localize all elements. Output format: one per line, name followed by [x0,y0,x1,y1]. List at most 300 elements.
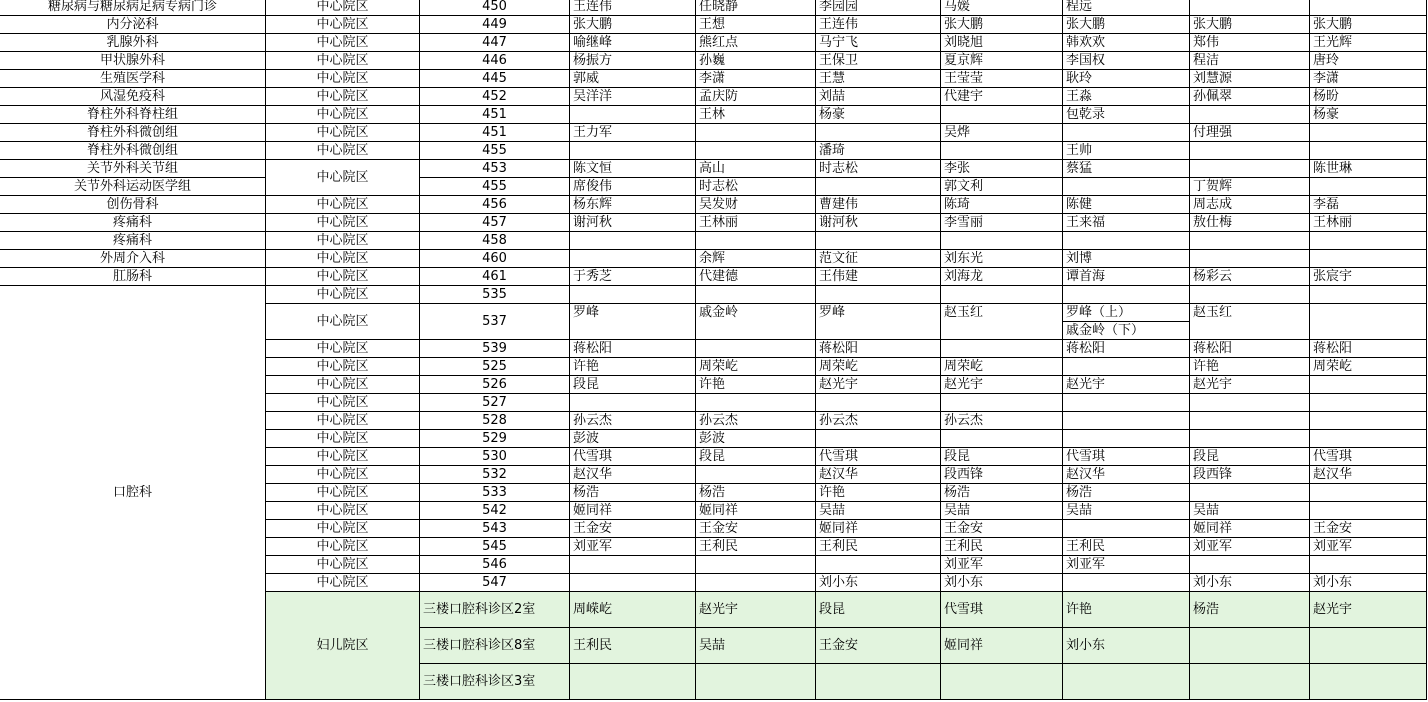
doctor-cell[interactable] [570,538,696,556]
doctor-cell[interactable] [1310,214,1427,232]
doctor-cell[interactable] [570,232,696,250]
doctor-cell[interactable] [941,304,1063,340]
doctor-cell[interactable] [1310,34,1427,52]
campus-cell[interactable] [266,484,420,502]
doctor-cell[interactable] [816,592,941,628]
doctor-cell[interactable] [1190,106,1310,124]
room-cell[interactable] [420,304,570,340]
doctor-cell[interactable] [941,394,1063,412]
doctor-cell[interactable] [570,0,696,16]
doctor-cell[interactable] [696,556,816,574]
doctor-cell[interactable] [816,250,941,268]
doctor-cell[interactable] [570,484,696,502]
room-cell[interactable] [420,232,570,250]
doctor-cell[interactable] [1310,520,1427,538]
room-cell[interactable] [420,196,570,214]
room-cell[interactable] [420,250,570,268]
doctor-cell[interactable] [1190,232,1310,250]
room-cell[interactable] [420,574,570,592]
doctor-cell[interactable] [1190,556,1310,574]
doctor-cell[interactable] [570,196,696,214]
doctor-cell[interactable] [816,70,941,88]
campus-cell[interactable] [266,214,420,232]
campus-cell[interactable] [266,304,420,340]
clinic-room-cell[interactable] [420,664,570,700]
doctor-cell[interactable] [570,124,696,142]
room-cell[interactable] [420,214,570,232]
doctor-cell[interactable] [570,340,696,358]
doctor-cell[interactable] [696,52,816,70]
doctor-cell[interactable] [1063,214,1190,232]
doctor-cell[interactable] [570,304,696,340]
doctor-cell[interactable] [570,142,696,160]
doctor-cell[interactable] [1063,484,1190,502]
doctor-cell[interactable] [570,430,696,448]
campus-cell[interactable] [266,142,420,160]
doctor-cell[interactable] [1190,538,1310,556]
doctor-cell[interactable] [696,232,816,250]
room-cell[interactable] [420,358,570,376]
room-cell[interactable] [420,124,570,142]
clinic-room-cell[interactable] [420,592,570,628]
doctor-cell[interactable] [1063,286,1190,304]
room-cell[interactable] [420,142,570,160]
doctor-cell[interactable] [1063,412,1190,430]
doctor-cell[interactable] [696,214,816,232]
room-cell[interactable] [420,0,570,16]
doctor-cell[interactable] [1190,34,1310,52]
doctor-cell[interactable] [941,556,1063,574]
room-cell[interactable] [420,412,570,430]
doctor-cell[interactable] [1190,412,1310,430]
doctor-cell[interactable] [1310,592,1427,628]
dept-cell[interactable] [0,124,266,142]
campus-cell[interactable] [266,412,420,430]
doctor-cell[interactable] [570,88,696,106]
doctor-cell[interactable] [816,394,941,412]
room-cell[interactable] [420,160,570,178]
doctor-cell[interactable] [1310,286,1427,304]
doctor-cell[interactable] [1310,574,1427,592]
doctor-cell[interactable] [570,520,696,538]
doctor-cell[interactable] [1063,376,1190,394]
doctor-cell[interactable] [1310,430,1427,448]
doctor-cell[interactable] [1063,574,1190,592]
doctor-cell[interactable] [696,484,816,502]
doctor-cell[interactable] [696,358,816,376]
doctor-cell[interactable] [696,0,816,16]
dental-dept-cell[interactable] [0,286,266,700]
doctor-cell[interactable] [941,412,1063,430]
doctor-cell[interactable] [816,0,941,16]
doctor-cell[interactable] [1063,268,1190,286]
dept-cell[interactable] [0,160,266,178]
doctor-cell[interactable] [696,16,816,34]
room-cell[interactable] [420,520,570,538]
doctor-cell[interactable] [941,160,1063,178]
doctor-cell[interactable] [816,160,941,178]
doctor-cell[interactable] [696,286,816,304]
campus-cell[interactable] [266,430,420,448]
doctor-cell[interactable] [1063,0,1190,16]
doctor-cell[interactable] [816,430,941,448]
campus-cell[interactable] [266,448,420,466]
doctor-cell[interactable] [816,376,941,394]
doctor-cell[interactable] [1190,304,1310,340]
doctor-cell[interactable] [1063,16,1190,34]
room-cell[interactable] [420,484,570,502]
doctor-cell[interactable] [816,124,941,142]
doctor-cell[interactable] [816,106,941,124]
campus-cell[interactable] [266,250,420,268]
room-cell[interactable] [420,538,570,556]
doctor-cell[interactable] [816,538,941,556]
doctor-cell[interactable] [1063,196,1190,214]
doctor-cell[interactable] [696,502,816,520]
doctor-cell[interactable] [1063,232,1190,250]
doctor-cell[interactable] [816,304,941,340]
doctor-cell[interactable] [941,340,1063,358]
doctor-cell[interactable] [570,358,696,376]
doctor-cell[interactable] [816,466,941,484]
doctor-cell[interactable] [570,160,696,178]
dept-cell[interactable] [0,70,266,88]
doctor-cell[interactable] [1190,88,1310,106]
campus-cell[interactable] [266,358,420,376]
doctor-cell[interactable] [696,664,816,700]
doctor-cell[interactable] [816,340,941,358]
doctor-cell[interactable] [941,430,1063,448]
doctor-cell[interactable] [941,448,1063,466]
doctor-cell[interactable] [941,502,1063,520]
dept-cell[interactable] [0,0,266,16]
doctor-cell[interactable] [816,178,941,196]
campus-cell[interactable] [266,52,420,70]
doctor-cell[interactable] [941,376,1063,394]
doctor-cell[interactable] [570,502,696,520]
room-cell[interactable] [420,16,570,34]
doctor-cell[interactable] [696,142,816,160]
doctor-cell[interactable] [1190,214,1310,232]
dept-cell[interactable] [0,106,266,124]
doctor-cell[interactable] [1190,142,1310,160]
doctor-cell[interactable] [941,88,1063,106]
doctor-cell[interactable] [570,16,696,34]
doctor-cell[interactable] [1063,142,1190,160]
doctor-cell[interactable] [1063,592,1190,628]
doctor-cell[interactable] [696,538,816,556]
doctor-cell[interactable] [570,556,696,574]
doctor-cell[interactable] [941,484,1063,502]
doctor-cell[interactable] [570,214,696,232]
doctor-cell[interactable] [1310,628,1427,664]
doctor-cell[interactable] [696,70,816,88]
doctor-cell[interactable] [570,448,696,466]
doctor-cell[interactable] [941,358,1063,376]
campus-cell[interactable] [266,16,420,34]
doctor-cell[interactable] [941,0,1063,16]
doctor-cell[interactable] [696,106,816,124]
doctor-cell[interactable] [816,34,941,52]
doctor-cell[interactable] [816,52,941,70]
doctor-cell[interactable] [941,124,1063,142]
doctor-cell[interactable] [696,520,816,538]
doctor-cell[interactable] [1190,664,1310,700]
campus-cell[interactable] [266,376,420,394]
doctor-cell[interactable] [1310,340,1427,358]
doctor-cell[interactable] [816,358,941,376]
doctor-cell[interactable] [570,466,696,484]
doctor-cell[interactable] [1310,250,1427,268]
campus-cell[interactable] [266,106,420,124]
doctor-cell[interactable] [1190,430,1310,448]
campus-cell[interactable] [266,268,420,286]
doctor-cell[interactable] [1063,394,1190,412]
doctor-cell[interactable] [696,250,816,268]
doctor-cell[interactable] [816,232,941,250]
doctor-cell[interactable] [696,376,816,394]
dept-cell[interactable] [0,52,266,70]
doctor-cell[interactable] [1310,358,1427,376]
doctor-cell[interactable] [696,160,816,178]
campus-cell[interactable] [266,340,420,358]
doctor-cell[interactable] [1063,88,1190,106]
campus-cell[interactable] [266,88,420,106]
doctor-cell[interactable] [1310,16,1427,34]
campus-cell[interactable] [266,70,420,88]
doctor-cell[interactable] [1310,160,1427,178]
doctor-cell[interactable] [696,412,816,430]
room-cell[interactable] [420,376,570,394]
doctor-cell[interactable] [1310,304,1427,340]
doctor-cell[interactable] [1063,664,1190,700]
doctor-cell[interactable] [570,592,696,628]
campus-cell[interactable] [266,232,420,250]
campus-cell[interactable] [266,0,420,16]
doctor-cell[interactable] [1310,196,1427,214]
doctor-cell[interactable] [1063,124,1190,142]
campus-cell[interactable] [266,394,420,412]
women-campus-cell[interactable] [266,592,420,700]
doctor-cell[interactable] [1310,70,1427,88]
doctor-cell[interactable] [941,106,1063,124]
doctor-cell[interactable] [941,34,1063,52]
doctor-cell[interactable] [941,520,1063,538]
doctor-cell[interactable] [1310,502,1427,520]
doctor-cell[interactable] [1063,538,1190,556]
doctor-cell[interactable] [570,412,696,430]
doctor-cell[interactable] [570,664,696,700]
doctor-cell[interactable] [1310,0,1427,16]
room-cell[interactable] [420,88,570,106]
doctor-cell[interactable] [941,592,1063,628]
room-cell[interactable] [420,52,570,70]
doctor-cell[interactable] [1190,592,1310,628]
doctor-cell[interactable] [1190,70,1310,88]
doctor-cell[interactable] [696,178,816,196]
doctor-cell[interactable] [1190,0,1310,16]
doctor-cell[interactable] [1310,376,1427,394]
doctor-cell[interactable] [1190,484,1310,502]
doctor-cell[interactable] [1190,178,1310,196]
doctor-cell[interactable] [1190,394,1310,412]
doctor-cell[interactable] [570,286,696,304]
doctor-cell[interactable] [1310,538,1427,556]
doctor-cell[interactable] [816,142,941,160]
doctor-cell[interactable] [570,268,696,286]
doctor-cell[interactable] [696,466,816,484]
doctor-cell[interactable] [1063,106,1190,124]
campus-cell[interactable] [266,160,420,196]
room-cell[interactable] [420,178,570,196]
doctor-cell[interactable] [816,88,941,106]
doctor-cell[interactable] [816,502,941,520]
doctor-cell[interactable] [1190,358,1310,376]
room-cell[interactable] [420,394,570,412]
doctor-cell[interactable] [816,412,941,430]
doctor-cell[interactable] [941,142,1063,160]
dept-cell[interactable] [0,178,266,196]
doctor-cell[interactable] [816,286,941,304]
doctor-cell[interactable] [941,250,1063,268]
room-cell[interactable] [420,286,570,304]
doctor-cell[interactable] [1190,286,1310,304]
doctor-cell[interactable] [1310,178,1427,196]
doctor-cell[interactable] [941,196,1063,214]
doctor-cell[interactable] [1063,430,1190,448]
doctor-cell[interactable] [1310,484,1427,502]
doctor-cell[interactable] [1190,448,1310,466]
doctor-cell[interactable] [816,556,941,574]
doctor-cell[interactable] [696,574,816,592]
doctor-cell[interactable] [1310,52,1427,70]
doctor-cell[interactable] [816,664,941,700]
doctor-cell[interactable] [696,196,816,214]
doctor-cell[interactable] [941,664,1063,700]
doctor-cell[interactable] [1063,178,1190,196]
dept-cell[interactable] [0,268,266,286]
doctor-cell[interactable] [1310,556,1427,574]
doctor-cell[interactable] [1310,232,1427,250]
doctor-cell[interactable] [1310,142,1427,160]
doctor-cell[interactable] [1063,340,1190,358]
room-cell[interactable] [420,448,570,466]
doctor-cell[interactable] [696,34,816,52]
doctor-cell[interactable] [1310,664,1427,700]
doctor-cell[interactable] [941,538,1063,556]
room-cell[interactable] [420,466,570,484]
doctor-cell[interactable] [696,592,816,628]
doctor-cell[interactable] [1190,628,1310,664]
doctor-cell[interactable] [941,286,1063,304]
dept-cell[interactable] [0,142,266,160]
doctor-cell[interactable] [1310,88,1427,106]
doctor-cell[interactable] [570,70,696,88]
dept-cell[interactable] [0,250,266,268]
campus-cell[interactable] [266,520,420,538]
doctor-cell[interactable] [570,250,696,268]
doctor-cell[interactable] [696,394,816,412]
doctor-cell[interactable] [816,484,941,502]
doctor-cell[interactable] [1063,448,1190,466]
doctor-cell[interactable] [1310,448,1427,466]
room-cell[interactable] [420,70,570,88]
room-cell[interactable] [420,34,570,52]
doctor-cell[interactable] [816,196,941,214]
doctor-cell[interactable] [1190,268,1310,286]
doctor-cell[interactable] [570,628,696,664]
doctor-cell[interactable] [1063,358,1190,376]
campus-cell[interactable] [266,286,420,304]
doctor-cell[interactable] [816,268,941,286]
doctor-cell[interactable] [696,88,816,106]
doctor-cell[interactable] [570,52,696,70]
campus-cell[interactable] [266,124,420,142]
room-cell[interactable] [420,430,570,448]
campus-cell[interactable] [266,538,420,556]
doctor-cell[interactable] [1063,160,1190,178]
campus-cell[interactable] [266,466,420,484]
doctor-cell[interactable] [816,574,941,592]
doctor-cell[interactable] [941,628,1063,664]
doctor-cell[interactable] [816,448,941,466]
doctor-cell[interactable] [1310,106,1427,124]
dept-cell[interactable] [0,16,266,34]
campus-cell[interactable] [266,502,420,520]
doctor-cell[interactable] [570,178,696,196]
room-cell[interactable] [420,268,570,286]
doctor-cell[interactable] [941,268,1063,286]
doctor-cell[interactable] [941,52,1063,70]
doctor-cell[interactable] [1310,268,1427,286]
doctor-cell[interactable] [941,214,1063,232]
doctor-cell[interactable] [570,376,696,394]
doctor-cell[interactable] [570,394,696,412]
dept-cell[interactable] [0,232,266,250]
doctor-cell[interactable] [941,466,1063,484]
doctor-cell[interactable] [941,178,1063,196]
doctor-cell[interactable] [941,70,1063,88]
doctor-cell[interactable] [1063,520,1190,538]
room-cell[interactable] [420,340,570,358]
doctor-cell[interactable] [1190,160,1310,178]
doctor-cell[interactable] [1063,250,1190,268]
campus-cell[interactable] [266,574,420,592]
doctor-cell[interactable] [696,628,816,664]
doctor-cell[interactable] [1190,376,1310,394]
dept-cell[interactable] [0,88,266,106]
doctor-cell[interactable] [1190,52,1310,70]
doctor-cell[interactable] [570,106,696,124]
doctor-cell[interactable] [1063,322,1190,340]
doctor-cell[interactable] [1063,304,1190,322]
doctor-cell[interactable] [1190,340,1310,358]
room-cell[interactable] [420,106,570,124]
campus-cell[interactable] [266,196,420,214]
doctor-cell[interactable] [941,574,1063,592]
doctor-cell[interactable] [816,16,941,34]
campus-cell[interactable] [266,34,420,52]
doctor-cell[interactable] [816,520,941,538]
doctor-cell[interactable] [696,268,816,286]
doctor-cell[interactable] [1190,250,1310,268]
room-cell[interactable] [420,502,570,520]
doctor-cell[interactable] [816,628,941,664]
doctor-cell[interactable] [1063,70,1190,88]
doctor-cell[interactable] [1063,34,1190,52]
clinic-room-cell[interactable] [420,628,570,664]
doctor-cell[interactable] [1310,124,1427,142]
